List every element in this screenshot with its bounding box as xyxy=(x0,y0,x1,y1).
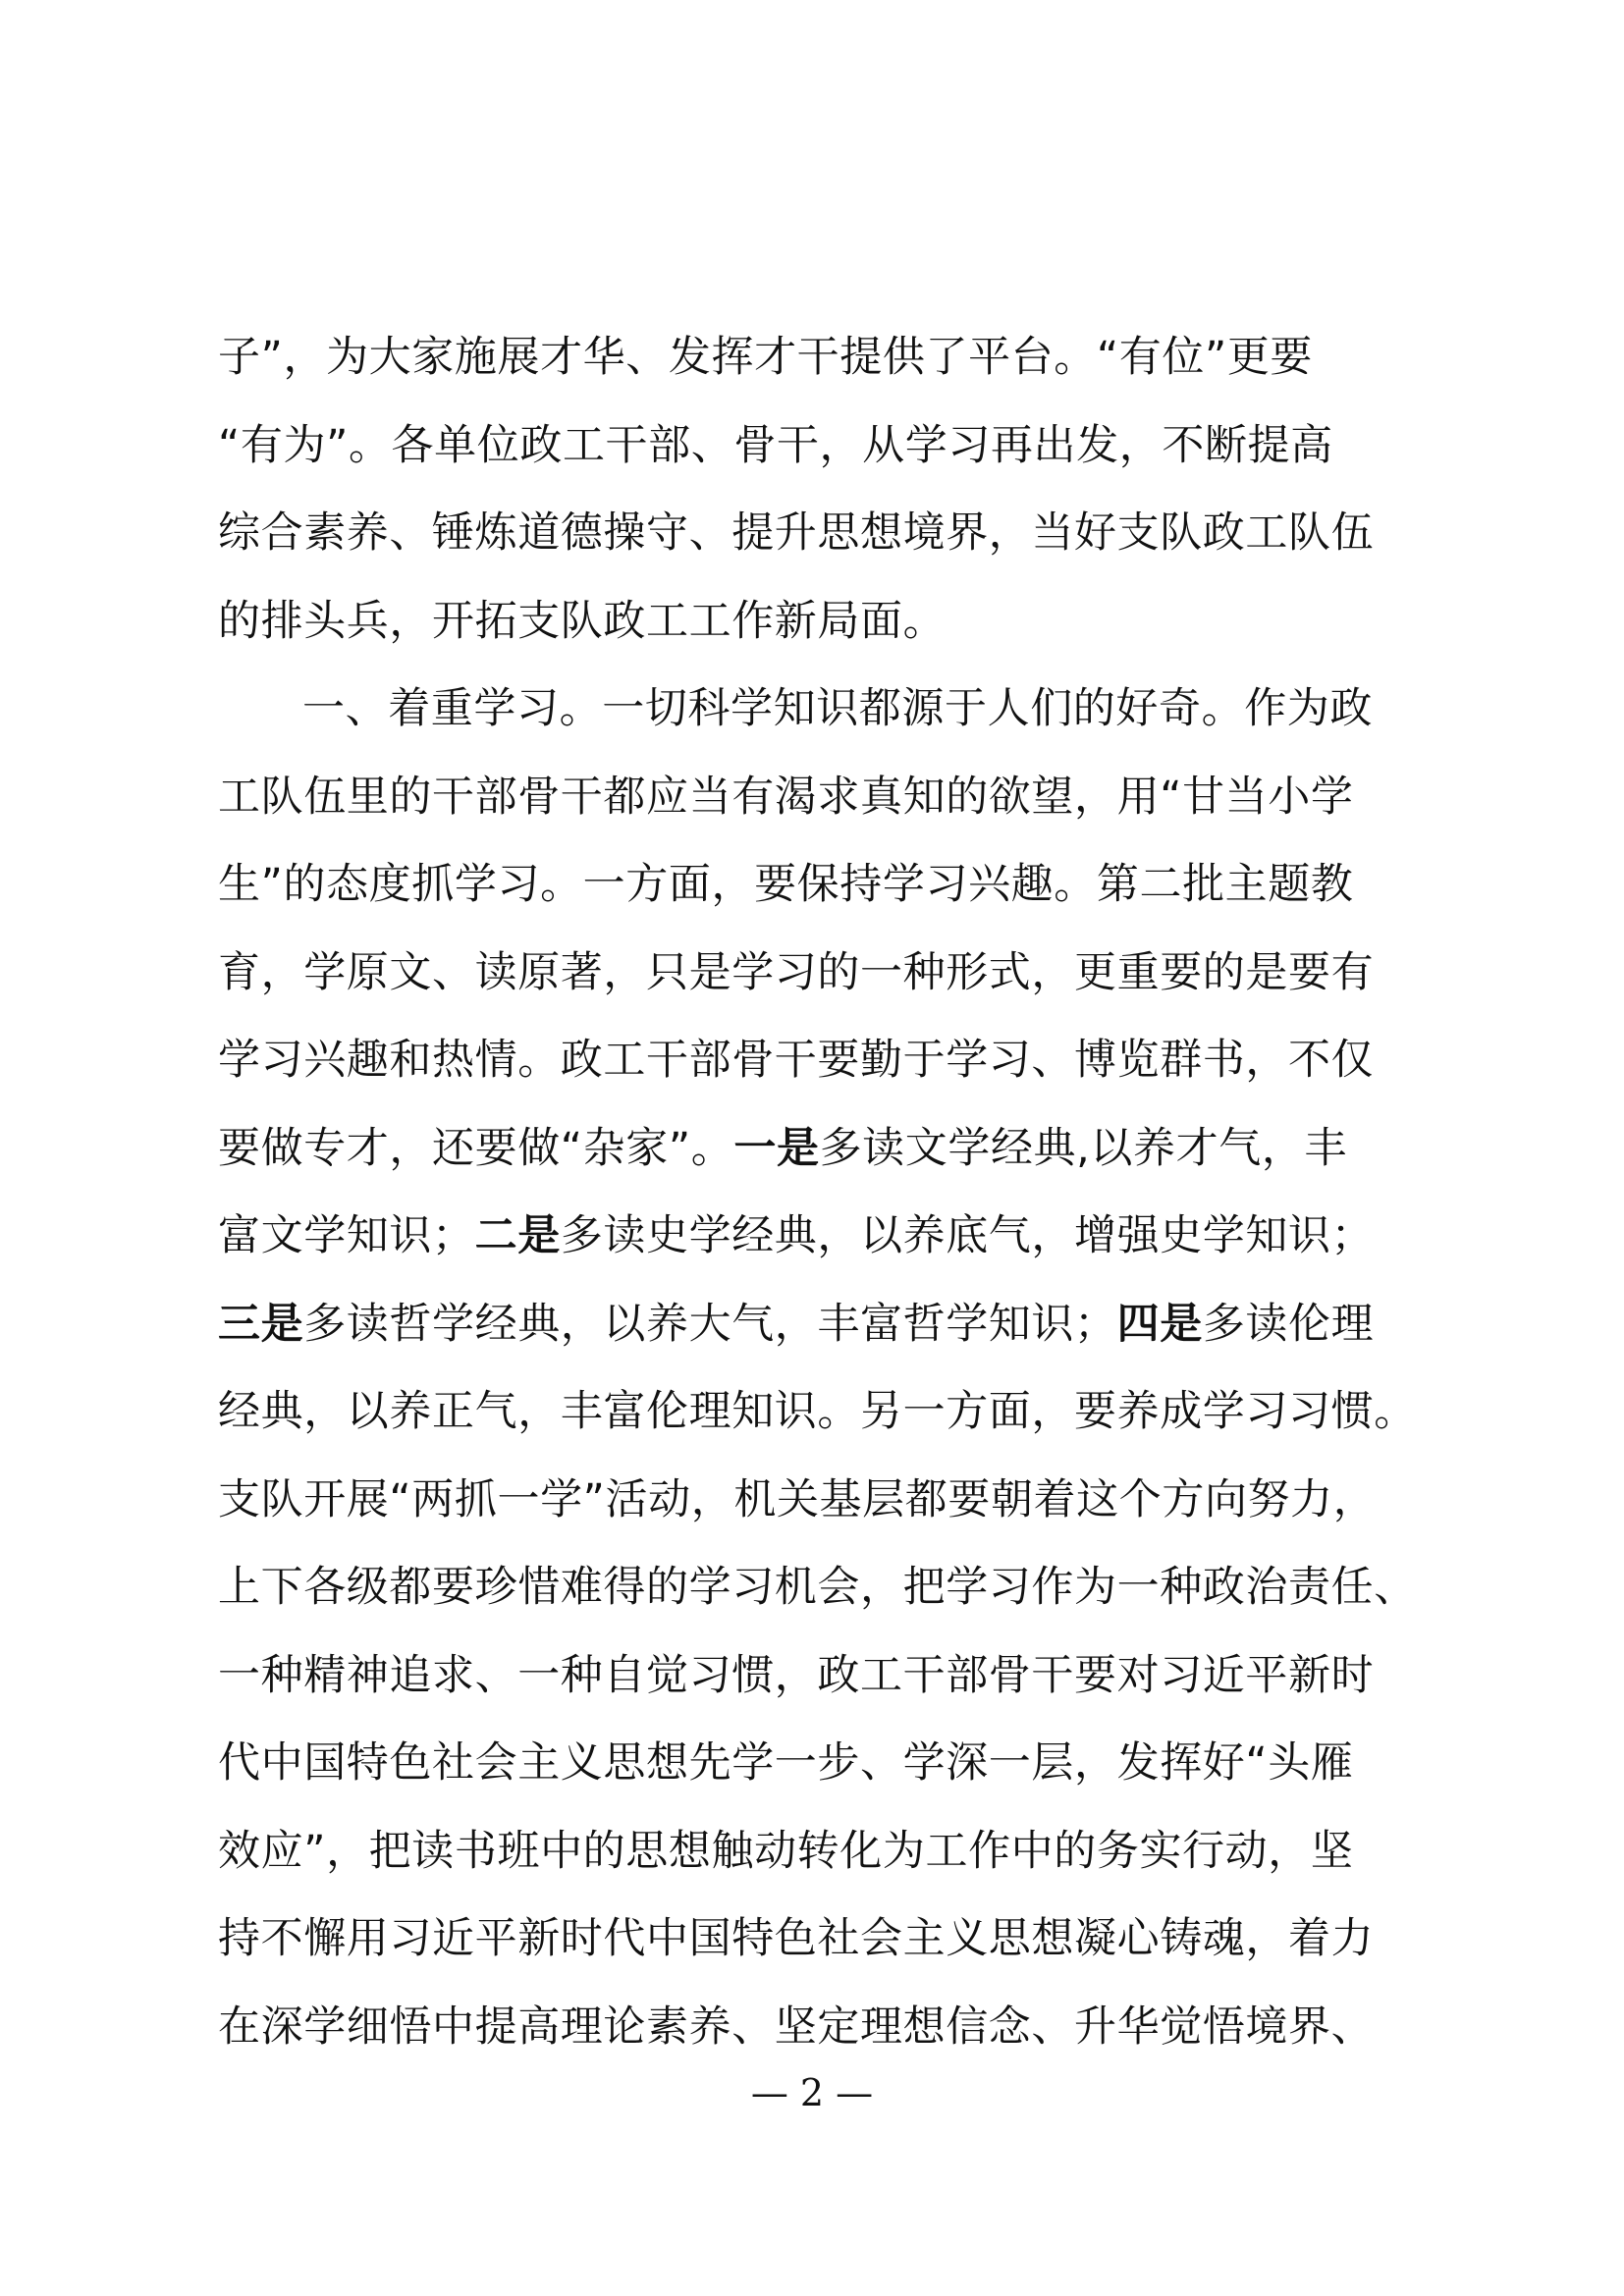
bold-marker: 二是 xyxy=(474,1211,561,1260)
text-segment: 多读伦理 xyxy=(1202,1299,1375,1349)
text-line: 经典，以养正气，丰富伦理知识。另一方面，要养成学习习惯。 xyxy=(218,1387,1417,1436)
text-line xyxy=(218,1193,1440,1281)
text-line: 持不懈用习近平新时代中国特色社会主义思想凝心铸魂，着力 xyxy=(218,1914,1375,1963)
text-line: 的排头兵，开拓支队政工工作新局面。 xyxy=(218,596,947,646)
text-segment: 富文学知识； xyxy=(218,1211,475,1260)
text-line: 效应”，把读书班中的思想触动转化为工作中的务实行动，坚 xyxy=(218,1826,1354,1876)
section-heading-line: 一、着重学习。一切科学知识都源于人们的好奇。作为政 xyxy=(302,684,1373,733)
text-segment: 多读史学经典，以养底气，增强史学知识； xyxy=(560,1211,1375,1260)
text-line: 支队开展“两抓一学”活动，机关基层都要朝着这个方向努力， xyxy=(218,1474,1377,1524)
bold-marker: 一是 xyxy=(733,1123,820,1173)
bold-marker: 四是 xyxy=(1116,1299,1203,1349)
text-line: “有为”。各单位政工干部、骨干，从学习再出发，不断提高 xyxy=(218,420,1333,470)
text-segment: 多读文学经典,以养才气，丰 xyxy=(819,1123,1348,1173)
text-line: 生”的态度抓学习。一方面，要保持学习兴趣。第二批主题教 xyxy=(218,860,1354,909)
text-line: 综合素养、锤炼道德操守、提升思想境界，当好支队政工队伍 xyxy=(218,508,1375,558)
text-line: 学习兴趣和热情。政工干部骨干要勤于学习、博览群书，不仅 xyxy=(218,1036,1375,1085)
text-segment: 要做专才，还要做“杂家”。 xyxy=(218,1123,734,1173)
text-line xyxy=(218,1105,1440,1194)
text-segment: 多读哲学经典，以养大气，丰富哲学知识； xyxy=(303,1299,1117,1349)
text-line: 子”，为大家施展才华、发挥才干提供了平台。“有位”更要 xyxy=(218,333,1314,382)
text-line: 一种精神追求、一种自觉习惯，政工干部骨干要对习近平新时 xyxy=(218,1650,1375,1700)
page-number: — 2 — xyxy=(750,2071,874,2114)
document-body xyxy=(218,314,1440,2071)
bold-marker: 三是 xyxy=(218,1299,304,1349)
text-line: 上下各级都要珍惜难得的学习机会，把学习作为一种政治责任、 xyxy=(218,1563,1417,1612)
text-line: 育，学原文、读原著，只是学习的一种形式，更重要的是要有 xyxy=(218,947,1375,997)
text-line xyxy=(218,1281,1440,1369)
text-line: 代中国特色社会主义思想先学一步、学深一层，发挥好“头雁 xyxy=(218,1738,1354,1788)
text-line: 在深学细悟中提高理论素养、坚定理想信念、升华觉悟境界、 xyxy=(218,2002,1375,2052)
text-line: 工队伍里的干部骨干都应当有渴求真知的欲望，用“甘当小学 xyxy=(218,772,1354,822)
